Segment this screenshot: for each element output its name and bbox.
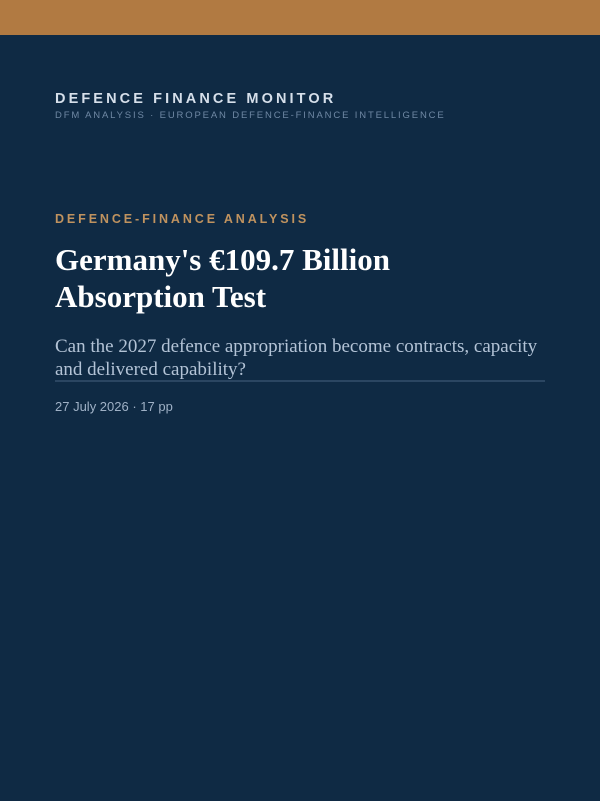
section-kicker: DEFENCE-FINANCE ANALYSIS (55, 212, 310, 226)
report-title: Germany's €109.7 Billion Absorption Test (55, 242, 390, 314)
publication-name: DEFENCE FINANCE MONITOR (55, 91, 337, 107)
report-subtitle: Can the 2027 defence appropriation become contracts, capacity and delivered capability? (55, 336, 538, 380)
top-accent-band (0, 0, 600, 35)
divider (55, 380, 545, 382)
report-meta: 27 July 2026 · 17 pp (55, 399, 173, 414)
publication-tagline: DFM ANALYSIS · EUROPEAN DEFENCE-FINANCE INTELLIGENCE (55, 110, 446, 121)
masthead (55, 90, 446, 122)
